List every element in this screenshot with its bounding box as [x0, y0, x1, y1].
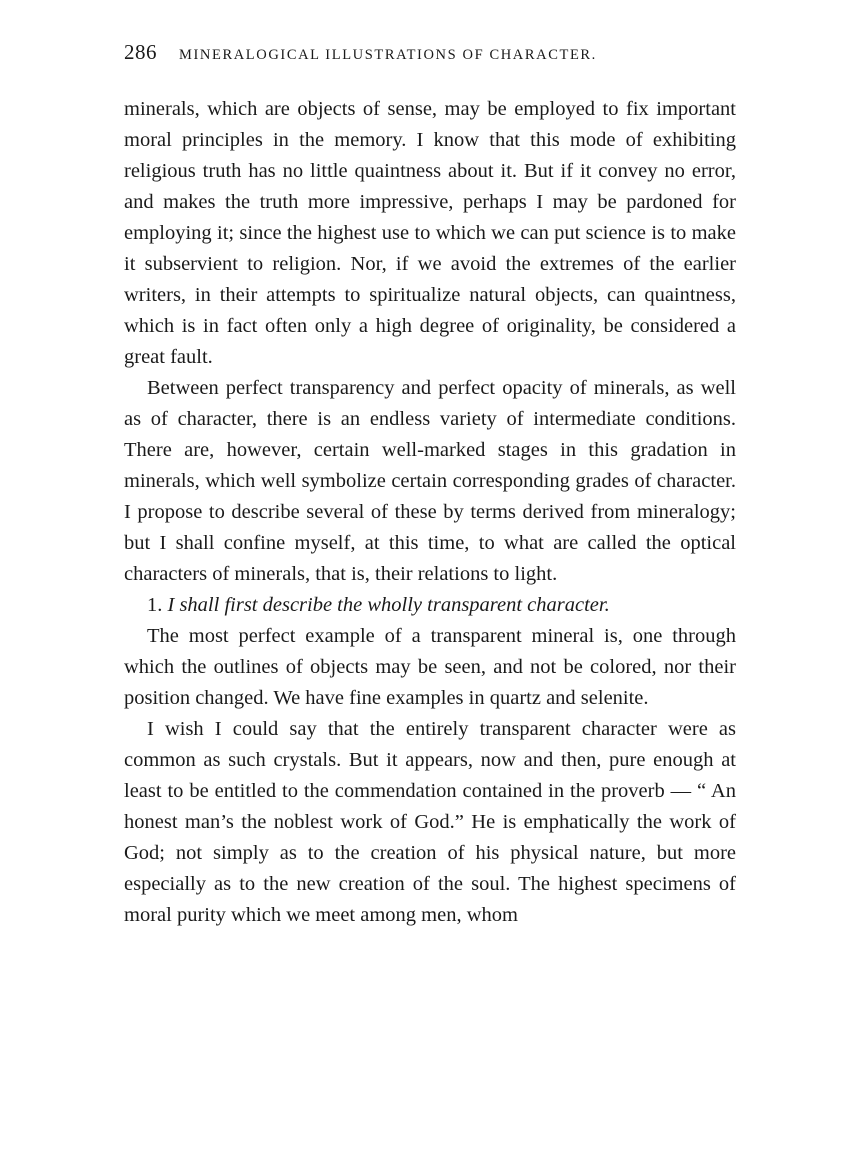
section-heading-transparent [124, 590, 736, 621]
page-header [124, 40, 736, 70]
paragraph-continued: minerals, which are objects of sense, may be employed to fix important moral principles in the memory. I know that this mode of exhibiting religious truth has no little quaintness about it. But if it convey no error, and makes the truth more impressive, perhaps I may be pardoned for employing it; since the highest use to which we can put science is to make it subservient to religion. Nor, if we avoid the extremes of the earlier writers, in their attempts to spiritualize natural objects, can quaintness, which is in fact often only a high degree of originality, be considered a great fault. [124, 98, 736, 368]
section-number: 1. [147, 594, 163, 616]
paragraph-transparent-mineral: The most perfect example of a transparent mineral is, one through which the outlines of objects may be seen, and not be colored, nor their position changed. We have fine examples in quartz and selenite. [124, 625, 736, 709]
paragraph-transparency-opacity: Between perfect transparency and perfect opacity of minerals, as well as of character, there is an endless variety of intermediate conditions. There are, however, certain well-marked stages in this gradation in minerals, which well symbolize certain corresponding grades of character. I propose to describe several of these by terms derived from mineralogy; but I shall confine myself, at this time, to what are called the optical characters of minerals, that is, their relations to light. [124, 377, 736, 585]
paragraph-transparent-character: I wish I could say that the entirely transparent character were as common as such crystals. But it appears, now and then, pure enough at least to be entitled to the commendation contained in the proverb — “ An honest man’s the noblest work of God.” He is emphatically the work of God; not simply as to the creation of his physical nature, but more especially as to the new creation of the soul. The highest specimens of moral purity which we meet among men, whom [124, 718, 736, 926]
body-text [124, 94, 736, 931]
book-page [124, 40, 736, 931]
page-number: 286 [124, 40, 157, 64]
section-heading-text: I shall first describe the wholly transparent character. [167, 594, 610, 616]
running-title: MINERALOGICAL ILLUSTRATIONS OF CHARACTER. [179, 47, 597, 63]
